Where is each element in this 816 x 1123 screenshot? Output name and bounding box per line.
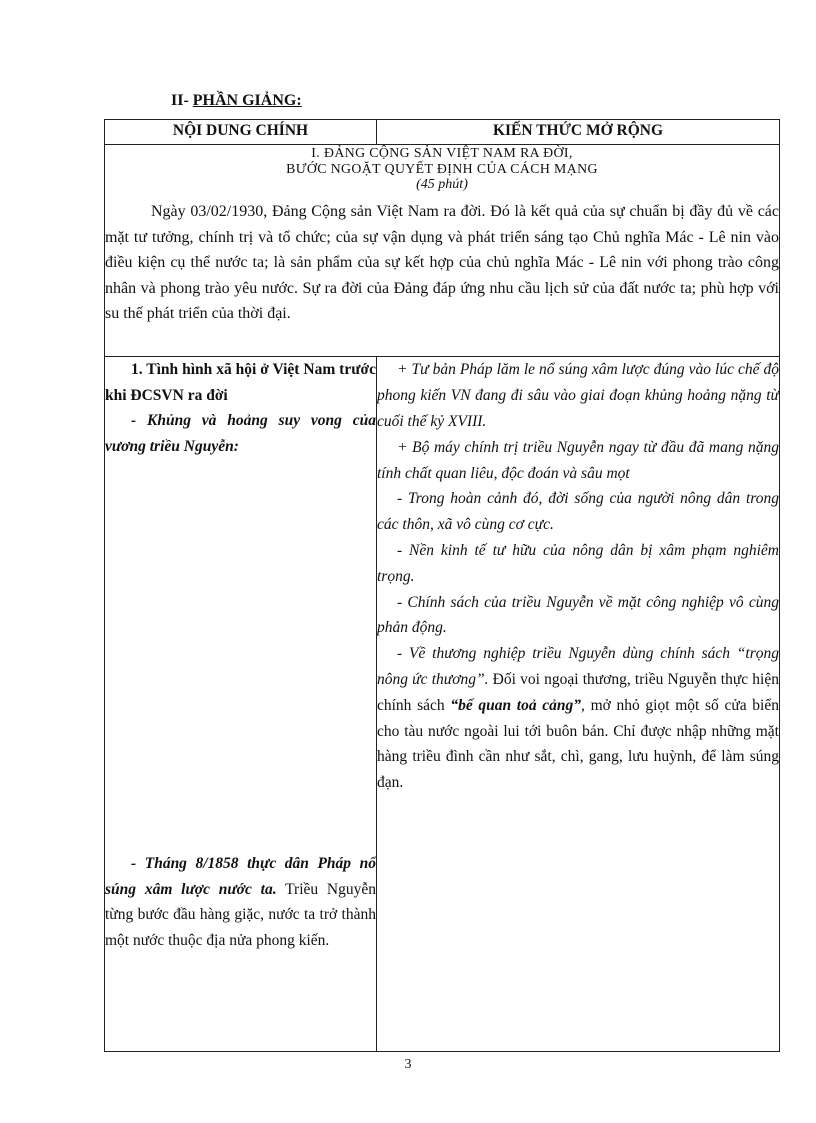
col-header-main: NỘI DUNG CHÍNH — [105, 120, 377, 145]
intro-paragraph: Ngày 03/02/1930, Đảng Cộng sản Việt Nam ra đời. Đó là kết quả của sự chuẩn bị đầy đủ về các mặt tư tưởng, chính trị và tổ chức; của sự vận dụng và phát triển sáng tạo Chủ nghĩa Mác - Lê nin vào điều kiện cụ thể nước ta; là sản phẩm của sự kết hợp của chủ nghĩa Mác - Lê nin với phong trào công nhân và phong trào yêu nước. Sự ra đời của Đảng đáp ứng nhu cầu lịch sử của đất nước ta; phù hợp với su thế phát triển của thời đại. — [105, 203, 779, 322]
extended-content-cell — [377, 357, 780, 1052]
ext-paragraph-6 — [377, 641, 779, 796]
main-content-cell — [105, 357, 377, 1052]
ext-paragraph-5: - Chính sách của triều Nguyễn về mặt công nghiệp vô cùng phản động. — [377, 593, 779, 637]
col-header-extended: KIẾN THỨC MỞ RỘNG — [377, 120, 780, 145]
subtopic-2 — [105, 851, 376, 953]
ext-paragraph-1: + Tư bản Pháp lăm le nổ súng xâm lược đúng vào lúc chế độ phong kiến VN đang đi sâu vào giai đoạn khủng hoảng nặng từ cuối thế kỷ XVIII. — [377, 361, 779, 430]
ext-p6-part-b: Đối voi ngoại thương, triều Nguyễn thực hiện chính sách — [377, 670, 779, 714]
lesson-table — [104, 119, 780, 1052]
subtopic-1: - Khủng và hoảng suy vong của vương triều Nguyễn: — [105, 412, 376, 455]
ext-p6-part-a: - Về thương nghiệp triều Nguyễn dùng chính sách “trọng nông ức thương”. — [377, 645, 779, 688]
ext-paragraph-2: + Bộ máy chính trị triều Nguyễn ngay từ đầu đã mang nặng tính chất quan liêu, độc đoán và sâu mọt — [377, 438, 779, 482]
ext-paragraph-3: - Trong hoàn cảnh đó, đời sống của người nông dân trong các thôn, xã vô cùng cơ cực. — [377, 490, 779, 534]
heading-prefix: II- — [171, 92, 193, 109]
heading-title: PHẦN GIẢNG: — [192, 92, 302, 109]
ext-p6-part-d: , mở nhỏ giọt một số cửa biển cho tàu nước ngoài lui tới buôn bán. Chỉ được nhập những mặt hàng triều đình cần như sắt, chì, gang, lưu huỳnh, để làm súng đạn. — [377, 696, 779, 792]
section-title-line2: BƯỚC NGOẶT QUYẾT ĐỊNH CỦA CÁCH MẠNG — [286, 161, 598, 176]
topic-heading: 1. Tình hình xã hội ở Việt Nam trước khi ĐCSVN ra đời — [105, 361, 376, 404]
section-intro-cell — [105, 145, 780, 357]
page-number: 3 — [404, 1057, 412, 1072]
subtopic-2-title: - Tháng 8/1858 thực dân Pháp nổ súng xâm lược nước ta. — [105, 855, 376, 898]
ext-paragraph-4: - Nền kinh tế tư hữu của nông dân bị xâm phạm nghiêm trọng. — [377, 541, 779, 585]
section-heading — [171, 92, 302, 110]
section-title-line1: I. ĐẢNG CỘNG SẢN VIỆT NAM RA ĐỜI, — [311, 145, 573, 160]
spacer — [105, 459, 376, 851]
subtopic-2-text: Triều Nguyễn từng bước đầu hàng giặc, nước ta trở thành một nước thuộc địa nửa phong kiến. — [105, 880, 376, 949]
section-time: (45 phút) — [416, 177, 468, 192]
ext-p6-part-c: “bế quan toả cảng” — [450, 696, 582, 714]
